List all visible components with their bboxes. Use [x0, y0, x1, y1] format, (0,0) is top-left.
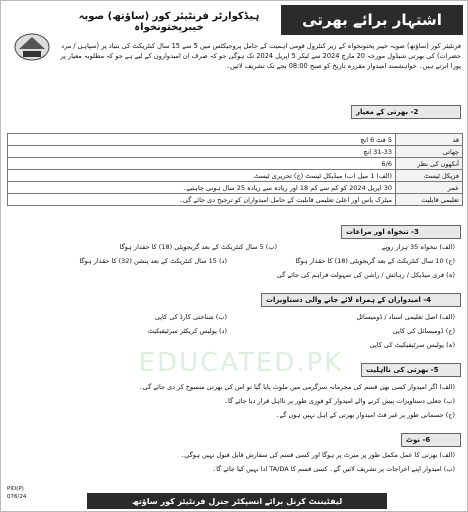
list-item: (ب) 5 سال کنٹریکٹ کے بعد گریجویٹی (18) کا حقدار ہوگا — [119, 243, 277, 251]
list-item: (ب) شناختی کارڈ کی کاپی — [154, 313, 227, 321]
list-item: (ہ) پولیس سرٹیفیکیٹ کی کاپی — [369, 341, 455, 349]
list-item: (ب) امیدوار اپنے اخراجات پر تشریف لائیں گے۔ کسی قسم کا TA/DA ادا نہیں کیا جائے گا۔ — [212, 465, 455, 473]
headquarters-title: ہیڈکوارٹر فرنٹیئر کور (ساؤتھ) صوبہ خیبرپختونخواہ — [78, 11, 260, 33]
list-item: (الف) اگر امیدوار کسی بھی قسم کی مجرمانہ سرگرمی میں ملوث پایا گیا تو اس کی بھرتی منسوخ کر دی جائے گی۔ — [139, 383, 455, 391]
signature-footer: لیفٹیننٹ کرنل برائے انسپکٹر جنرل فرنٹیئر کور ساؤتھ — [87, 493, 387, 509]
list-item: (الف) بھرتی کا عمل مکمل طور پر میرٹ پر ہوگا اور کسی قسم کی سفارش قابل قبول نہیں ہوگی۔ — [180, 451, 455, 459]
svg-text:EDUCATED.PK: EDUCATED.PK — [138, 348, 344, 378]
list-item: (الف) اصل تعلیمی اسناد / ڈومیسائل — [356, 313, 455, 321]
table-row: فزیکل ٹیسٹ (الف) 1 میل (ب) میڈیکل ٹیسٹ (ج) تحریری ٹیسٹ — [8, 170, 463, 182]
table-row: عمر 30 اپریل 2024 کو کم سے کم 18 اور زیادہ سے زیادہ 25 سال ہونی چاہئیے۔ — [8, 182, 463, 194]
ad-title: اشتہار برائے بھرتی — [281, 5, 463, 35]
section-4-header: 4- امیدواران کے ہمراہ لائے جانے والی دستاویزات — [261, 293, 461, 307]
criteria-table — [7, 133, 463, 206]
list-item: (د) پولیس کریکٹر سرٹیفیکیٹ — [147, 327, 227, 335]
list-item: (ج) 10 سال کنٹریکٹ کے بعد گریجویٹی (18) کا حقدار ہوگا — [295, 257, 455, 265]
list-item: (ج) جسمانی طور پر غیر فٹ امیدوار بھرتی کے اہل نہیں ہوں گے۔ — [275, 411, 455, 419]
list-item: (د) 15 سال کنٹریکٹ کے بعد پنشن (32) کا حقدار ہوگا — [79, 257, 227, 265]
table-row: آنکھوں کی نظر 6/6 — [8, 158, 463, 170]
reference-number: PID(P) 076/24 — [7, 486, 27, 500]
list-item: (الف) تنخواہ 35 ہزار روپے — [381, 243, 455, 251]
section-2-header: 2- بھرتی کے معیار — [351, 105, 461, 119]
table-row: تعلیمی قابلیت میٹرک پاس اور اعلیٰ تعلیمی قابلیت کے حامل امیدواران کو ترجیح دی جائے گی۔ — [8, 194, 463, 206]
section-3-header: 3- تنخواہ اور مراعات — [341, 225, 461, 239]
list-item: (ج) ڈومیسائل کی کاپی — [392, 327, 455, 335]
table-row: چھاتی 31-33 انچ — [8, 146, 463, 158]
list-item: (ب) جعلی دستاویزات پیش کرنے والے امیدوار کو فوری طور پر نااہل قرار دیا جائے گا۔ — [224, 397, 455, 405]
list-item: (ہ) فری میڈیکل / رہائش / راشن کی سہولت فراہم کی جائے گی — [276, 271, 455, 279]
table-row: قد 5 فٹ 6 انچ — [8, 134, 463, 146]
intro-paragraph: فرنٹیئر کور (ساؤتھ) صوبہ خیبر پختونخواہ کے زیر کنٹرول قومی اہمیت کے حامل پروجیکٹس میں 5 سے 15 سال کنٹریکٹ کی بنیاد پر (سپاہی / مرد حضرات) کی بھرتی شیڈول مورخہ 20 مارچ 2024 سے لیکر 5 اپریل 2024 تک ہوگی جو کہ صرف ان امیدواروں کے لیے ہے جو کہ مطلوبہ معیار پر پورا اترتے ہیں۔ خواہشمند امیدوار مقررہ تاریخ کو صبح 08:00 بجے تک تشریف لائیں۔ — [60, 42, 461, 70]
fc-emblem-icon — [13, 31, 51, 65]
section-6-header: 6- نوٹ — [401, 433, 461, 447]
section-5-header: 5- بھرتی کی نااہلیت — [361, 363, 461, 377]
watermark-logo-icon — [111, 301, 371, 391]
